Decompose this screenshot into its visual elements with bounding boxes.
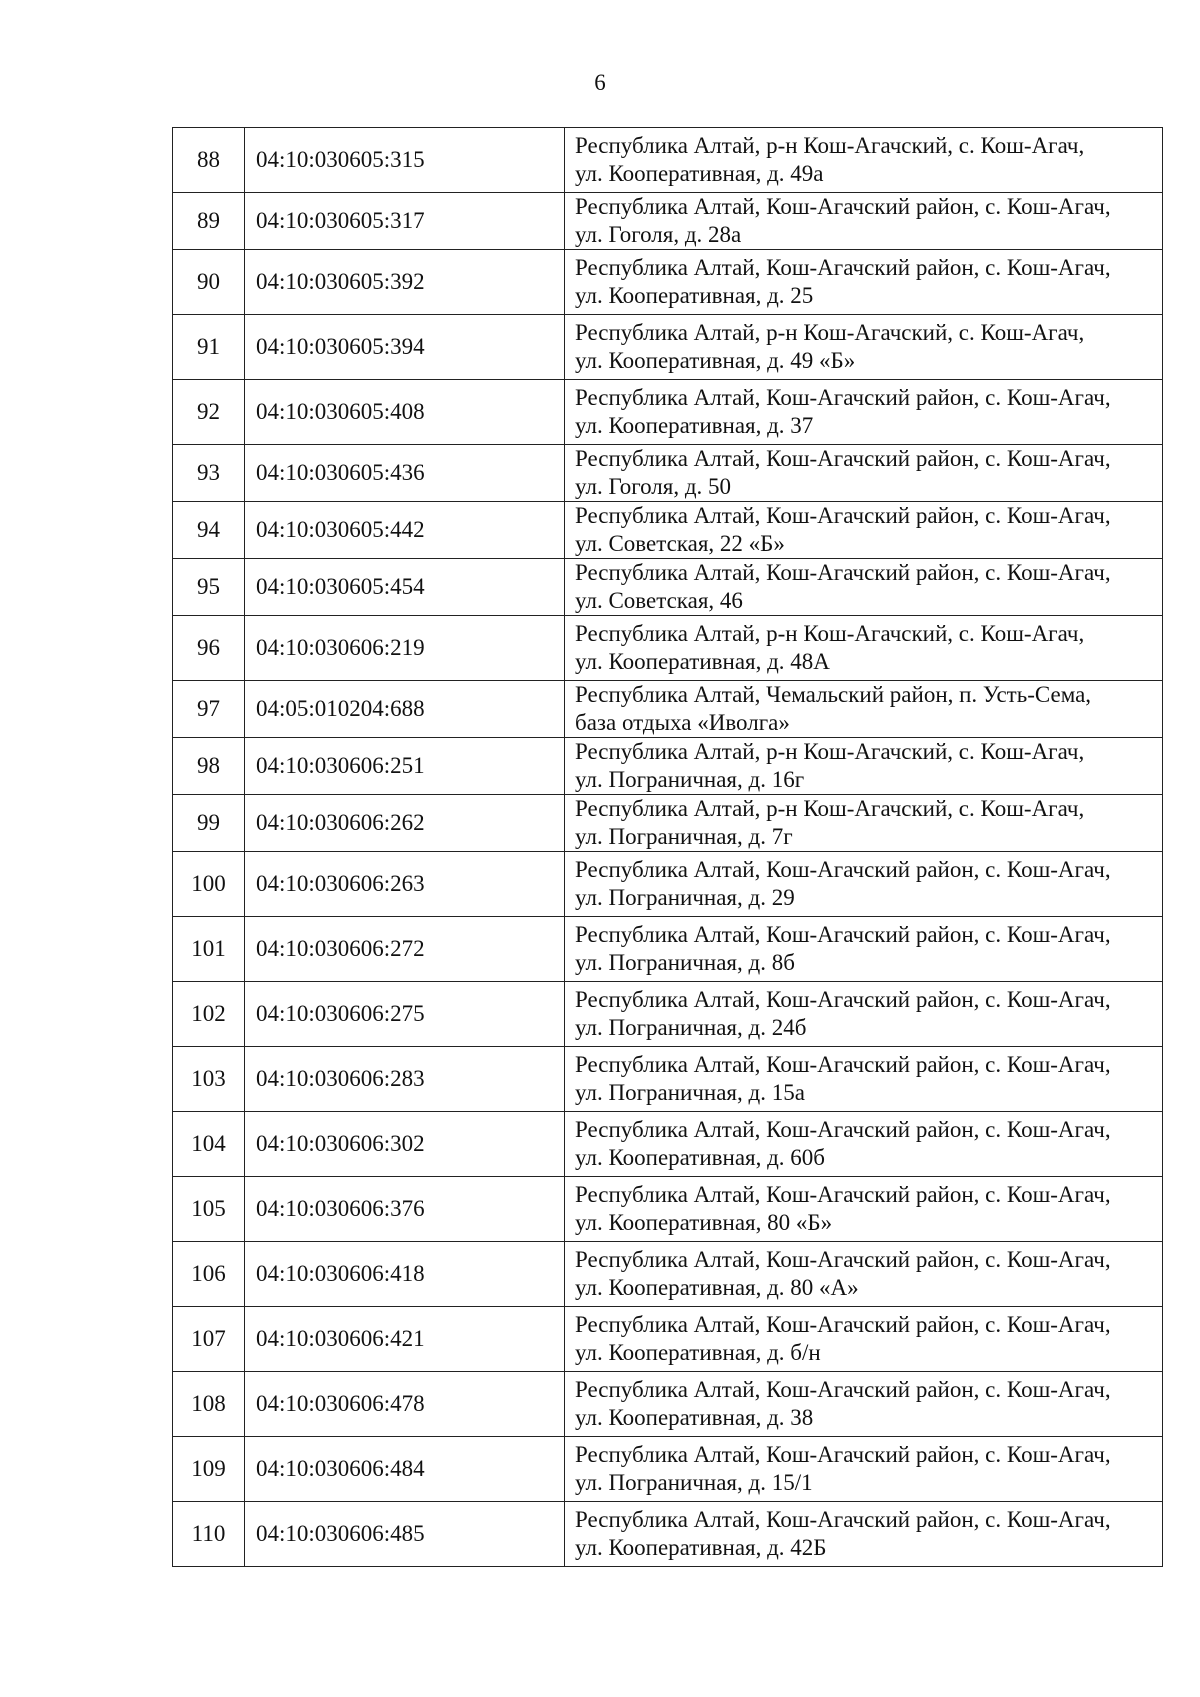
row-number-cell: 89 — [173, 193, 245, 250]
row-number-cell: 107 — [173, 1307, 245, 1372]
address-line-2: ул. Пограничная, д. 16г — [575, 767, 805, 792]
address-line-1: Республика Алтай, Кош-Агачский район, с. Кош-Агач, — [575, 1052, 1111, 1077]
address-cell — [565, 738, 1163, 795]
address-line-1: Республика Алтай, Кош-Агачский район, с. Кош-Агач, — [575, 1247, 1111, 1272]
row-number-cell: 90 — [173, 250, 245, 315]
row-number-cell: 106 — [173, 1242, 245, 1307]
table-row — [173, 250, 1163, 315]
address-line-1: Республика Алтай, Кош-Агачский район, с. Кош-Агач, — [575, 503, 1111, 528]
table-row — [173, 1437, 1163, 1502]
address-line-2: ул. Пограничная, д. 24б — [575, 1015, 807, 1040]
address-line-1: Республика Алтай, Кош-Агачский район, с. Кош-Агач, — [575, 1377, 1111, 1402]
table-row — [173, 795, 1163, 852]
row-number-cell: 99 — [173, 795, 245, 852]
address-cell — [565, 795, 1163, 852]
row-number-cell: 101 — [173, 917, 245, 982]
address-line-1: Республика Алтай, Чемальский район, п. Усть-Сема, — [575, 682, 1092, 707]
cadastral-number-cell: 04:10:030606:418 — [245, 1242, 565, 1307]
address-line-1: Республика Алтай, Кош-Агачский район, с. Кош-Агач, — [575, 1117, 1111, 1142]
address-cell — [565, 128, 1163, 193]
address-cell — [565, 1112, 1163, 1177]
cadastral-number-cell: 04:10:030605:408 — [245, 380, 565, 445]
cadastral-number-cell: 04:10:030606:283 — [245, 1047, 565, 1112]
table-row — [173, 1177, 1163, 1242]
address-cell — [565, 1177, 1163, 1242]
cadastral-number-cell: 04:10:030605:392 — [245, 250, 565, 315]
address-line-2: ул. Кооперативная, д. 60б — [575, 1145, 826, 1170]
address-line-2: ул. Кооперативная, д. 38 — [575, 1405, 814, 1430]
table-row — [173, 1502, 1163, 1567]
table-row — [173, 917, 1163, 982]
cadastral-number-cell: 04:10:030606:376 — [245, 1177, 565, 1242]
table-row — [173, 193, 1163, 250]
cadastral-number-cell: 04:10:030606:262 — [245, 795, 565, 852]
address-cell — [565, 616, 1163, 681]
address-cell — [565, 1372, 1163, 1437]
address-cell — [565, 315, 1163, 380]
cadastral-number-cell: 04:10:030605:394 — [245, 315, 565, 380]
address-line-2: ул. Пограничная, д. 15а — [575, 1080, 805, 1105]
table-body — [173, 128, 1163, 1567]
address-cell — [565, 559, 1163, 616]
address-line-1: Республика Алтай, Кош-Агачский район, с. Кош-Агач, — [575, 857, 1111, 882]
table-row — [173, 982, 1163, 1047]
address-line-1: Республика Алтай, Кош-Агачский район, с. Кош-Агач, — [575, 1182, 1111, 1207]
row-number-cell: 92 — [173, 380, 245, 445]
row-number-cell: 91 — [173, 315, 245, 380]
address-line-2: ул. Кооперативная, д. 37 — [575, 413, 814, 438]
table-row — [173, 380, 1163, 445]
row-number-cell: 104 — [173, 1112, 245, 1177]
table-row — [173, 128, 1163, 193]
table-row — [173, 1112, 1163, 1177]
address-cell — [565, 681, 1163, 738]
address-cell — [565, 852, 1163, 917]
address-cell — [565, 982, 1163, 1047]
row-number-cell: 100 — [173, 852, 245, 917]
address-cell — [565, 1502, 1163, 1567]
address-line-2: ул. Гоголя, д. 28а — [575, 222, 742, 247]
row-number-cell: 94 — [173, 502, 245, 559]
address-line-2: ул. Кооперативная, д. б/н — [575, 1340, 821, 1365]
cadastral-number-cell: 04:10:030606:251 — [245, 738, 565, 795]
table-row — [173, 681, 1163, 738]
address-cell — [565, 250, 1163, 315]
row-number-cell: 97 — [173, 681, 245, 738]
address-line-2: ул. Кооперативная, д. 80 «А» — [575, 1275, 859, 1300]
address-line-1: Республика Алтай, Кош-Агачский район, с. Кош-Агач, — [575, 560, 1111, 585]
table-row — [173, 502, 1163, 559]
cadastral-number-cell: 04:10:030606:484 — [245, 1437, 565, 1502]
cadastral-number-cell: 04:10:030606:219 — [245, 616, 565, 681]
cadastral-number-cell: 04:10:030606:302 — [245, 1112, 565, 1177]
address-cell — [565, 380, 1163, 445]
address-line-1: Республика Алтай, Кош-Агачский район, с. Кош-Агач, — [575, 194, 1111, 219]
row-number-cell: 96 — [173, 616, 245, 681]
address-line-1: Республика Алтай, Кош-Агачский район, с. Кош-Агач, — [575, 1507, 1111, 1532]
address-line-1: Республика Алтай, р-н Кош-Агачский, с. Кош-Агач, — [575, 796, 1085, 821]
cadastral-number-cell: 04:10:030605:436 — [245, 445, 565, 502]
address-line-1: Республика Алтай, р-н Кош-Агачский, с. Кош-Агач, — [575, 739, 1085, 764]
address-line-1: Республика Алтай, р-н Кош-Агачский, с. Кош-Агач, — [575, 621, 1085, 646]
address-line-1: Республика Алтай, Кош-Агачский район, с. Кош-Агач, — [575, 1442, 1111, 1467]
address-line-2: ул. Пограничная, д. 8б — [575, 950, 795, 975]
address-line-1: Республика Алтай, р-н Кош-Агачский, с. Кош-Агач, — [575, 133, 1085, 158]
table-row — [173, 1047, 1163, 1112]
address-cell — [565, 445, 1163, 502]
address-line-1: Республика Алтай, Кош-Агачский район, с. Кош-Агач, — [575, 922, 1111, 947]
cadastral-number-cell: 04:10:030605:315 — [245, 128, 565, 193]
address-cell — [565, 1047, 1163, 1112]
cadastral-number-cell: 04:10:030605:442 — [245, 502, 565, 559]
cadastral-number-cell: 04:10:030606:263 — [245, 852, 565, 917]
address-line-2: ул. Кооперативная, д. 49а — [575, 161, 824, 186]
row-number-cell: 98 — [173, 738, 245, 795]
table-row — [173, 315, 1163, 380]
row-number-cell: 88 — [173, 128, 245, 193]
table-row — [173, 852, 1163, 917]
table-row — [173, 738, 1163, 795]
cadastral-number-cell: 04:10:030606:478 — [245, 1372, 565, 1437]
address-line-1: Республика Алтай, Кош-Агачский район, с. Кош-Агач, — [575, 1312, 1111, 1337]
address-line-2: ул. Советская, 46 — [575, 588, 743, 613]
address-line-2: ул. Кооперативная, д. 48А — [575, 649, 830, 674]
row-number-cell: 95 — [173, 559, 245, 616]
row-number-cell: 105 — [173, 1177, 245, 1242]
address-line-2: ул. Пограничная, д. 15/1 — [575, 1470, 813, 1495]
cadastral-number-cell: 04:10:030605:317 — [245, 193, 565, 250]
address-cell — [565, 193, 1163, 250]
table-row — [173, 1242, 1163, 1307]
table-row — [173, 616, 1163, 681]
address-cell — [565, 1242, 1163, 1307]
row-number-cell: 102 — [173, 982, 245, 1047]
table-row — [173, 1307, 1163, 1372]
row-number-cell: 110 — [173, 1502, 245, 1567]
cadastral-number-cell: 04:10:030606:421 — [245, 1307, 565, 1372]
address-line-1: Республика Алтай, Кош-Агачский район, с. Кош-Агач, — [575, 255, 1111, 280]
address-line-2: ул. Кооперативная, д. 49 «Б» — [575, 348, 856, 373]
row-number-cell: 109 — [173, 1437, 245, 1502]
row-number-cell: 103 — [173, 1047, 245, 1112]
address-line-2: ул. Кооперативная, д. 25 — [575, 283, 814, 308]
cadastral-number-cell: 04:10:030605:454 — [245, 559, 565, 616]
table-row — [173, 559, 1163, 616]
table-row — [173, 1372, 1163, 1437]
address-line-2: ул. Пограничная, д. 29 — [575, 885, 795, 910]
address-line-2: ул. Советская, 22 «Б» — [575, 531, 785, 556]
row-number-cell: 108 — [173, 1372, 245, 1437]
address-line-2: ул. Гоголя, д. 50 — [575, 474, 732, 499]
property-table — [172, 127, 1163, 1567]
address-line-1: Республика Алтай, Кош-Агачский район, с. Кош-Агач, — [575, 446, 1111, 471]
address-line-1: Республика Алтай, Кош-Агачский район, с. Кош-Агач, — [575, 385, 1111, 410]
address-line-2: ул. Пограничная, д. 7г — [575, 824, 793, 849]
address-line-2: база отдыха «Иволга» — [575, 710, 790, 735]
address-line-2: ул. Кооперативная, 80 «Б» — [575, 1210, 833, 1235]
address-cell — [565, 917, 1163, 982]
page-number: 6 — [594, 70, 606, 95]
cadastral-number-cell: 04:10:030606:485 — [245, 1502, 565, 1567]
address-line-2: ул. Кооперативная, д. 42Б — [575, 1535, 827, 1560]
address-line-1: Республика Алтай, Кош-Агачский район, с. Кош-Агач, — [575, 987, 1111, 1012]
table-row — [173, 445, 1163, 502]
cadastral-number-cell: 04:10:030606:272 — [245, 917, 565, 982]
address-cell — [565, 1437, 1163, 1502]
address-cell — [565, 502, 1163, 559]
row-number-cell: 93 — [173, 445, 245, 502]
address-line-1: Республика Алтай, р-н Кош-Агачский, с. Кош-Агач, — [575, 320, 1085, 345]
cadastral-number-cell: 04:05:010204:688 — [245, 681, 565, 738]
address-cell — [565, 1307, 1163, 1372]
cadastral-number-cell: 04:10:030606:275 — [245, 982, 565, 1047]
